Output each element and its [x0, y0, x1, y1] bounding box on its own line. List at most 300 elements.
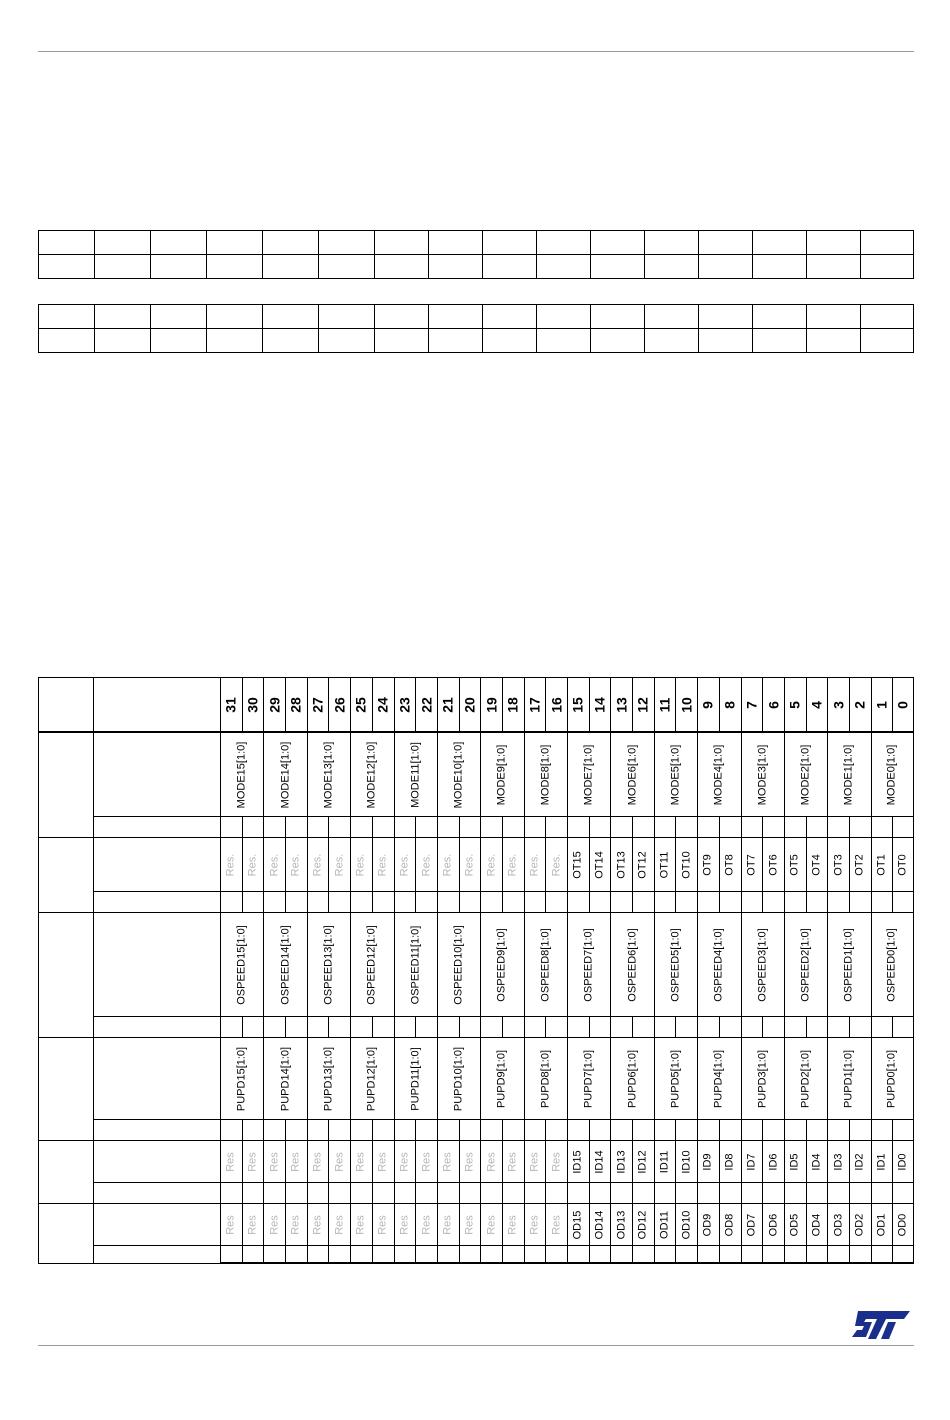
- field-label: ID10: [680, 1149, 693, 1174]
- register-field-cell: [567, 837, 589, 891]
- reset-value-cell: [350, 1119, 372, 1140]
- reserved-field-label: Res.: [268, 853, 281, 876]
- register-field-cell: [871, 1037, 914, 1119]
- reset-value-cell: [806, 891, 828, 912]
- register-field-cell: [827, 731, 870, 816]
- reset-value-cell: [242, 1245, 264, 1263]
- reset-value-cell: [849, 816, 871, 837]
- reset-value-cell: [220, 1182, 242, 1203]
- register-field-cell: [437, 731, 480, 816]
- reserved-field-label: Res: [289, 1151, 302, 1172]
- register-field-cell: [697, 912, 740, 1016]
- register-field-cell: [307, 731, 350, 816]
- reserved-field-label: Res.: [485, 853, 498, 876]
- reset-value-cell: [480, 1016, 502, 1037]
- field-label: ID5: [788, 1152, 801, 1171]
- register-field-cell: [394, 731, 437, 816]
- register-field-cell: [610, 1140, 632, 1182]
- reserved-field-label: Res.: [528, 853, 541, 876]
- register-field-cell: [285, 837, 307, 891]
- bit-number-cell: [892, 677, 914, 731]
- reset-value-cell: [827, 891, 849, 912]
- reset-value-cell: [784, 891, 806, 912]
- reset-value-cell: [372, 1119, 394, 1140]
- field-label: MODE5[1:0]: [669, 744, 682, 805]
- bit-number-cell: [719, 677, 741, 731]
- reset-value-cell: [437, 891, 459, 912]
- reset-value-cell: [762, 1119, 784, 1140]
- reset-value-cell: [394, 891, 416, 912]
- reset-value-cell: [307, 1182, 329, 1203]
- reset-value-cell: [415, 1119, 437, 1140]
- field-label: ID14: [593, 1149, 606, 1174]
- bit-number: 16: [548, 696, 565, 713]
- register-field-cell: [567, 912, 610, 1016]
- field-label: OSPEED0[1:0]: [885, 927, 898, 1002]
- st-logo-icon: [852, 1309, 910, 1339]
- reset-value-cell: [610, 1016, 632, 1037]
- register-field-cell: [502, 1140, 524, 1182]
- field-label: ID1: [875, 1152, 888, 1171]
- bit-number: 9: [699, 700, 716, 709]
- bit-number: 2: [851, 700, 868, 709]
- field-label: OSPEED10[1:0]: [452, 924, 465, 1005]
- register-offset-cell: [38, 837, 93, 912]
- reset-value-cell: [372, 891, 394, 912]
- register-map-table: [38, 677, 914, 1259]
- reset-value-cell: [350, 891, 372, 912]
- table-bottom-border: [38, 1263, 914, 1264]
- reset-value-cell: [762, 1182, 784, 1203]
- register-field-cell: [719, 1203, 741, 1245]
- field-label: PUPD12[1:0]: [365, 1046, 378, 1111]
- bit-number-cell: [480, 677, 502, 731]
- reset-value-cell: [394, 816, 416, 837]
- bit-number-cell: [459, 677, 481, 731]
- reset-value-cell: [220, 1245, 242, 1263]
- register-field-cell: [567, 1037, 610, 1119]
- reset-value-cell: [675, 1119, 697, 1140]
- bit-number-cell: [762, 677, 784, 731]
- register-field-cell: [892, 1140, 914, 1182]
- field-label: OD4: [810, 1213, 823, 1236]
- field-label: PUPD14[1:0]: [279, 1046, 292, 1111]
- register-field-cell: [524, 837, 546, 891]
- bit-number: 19: [483, 696, 500, 713]
- reset-value-cell: [654, 1182, 676, 1203]
- field-label: PUPD10[1:0]: [452, 1046, 465, 1111]
- reset-value-cell: [610, 1119, 632, 1140]
- register-field-cell: [437, 1140, 459, 1182]
- field-label: OSPEED13[1:0]: [322, 924, 335, 1005]
- field-label: OD11: [658, 1210, 671, 1239]
- reset-value-cell: [372, 1182, 394, 1203]
- reset-value-cell: [242, 891, 264, 912]
- bit-number: 22: [418, 696, 435, 713]
- reset-value-cell: [892, 816, 914, 837]
- field-label: OT8: [723, 853, 736, 876]
- bit-number-cell: [589, 677, 611, 731]
- reserved-field-label: Res: [376, 1151, 389, 1172]
- reset-value-cell: [263, 891, 285, 912]
- register-name-cell: [93, 1037, 220, 1119]
- reserved-field-label: Res.: [463, 853, 476, 876]
- register-field-cell: [827, 912, 870, 1016]
- reset-value-cell: [545, 891, 567, 912]
- reset-value-cell: [654, 816, 676, 837]
- register-field-cell: [871, 731, 914, 816]
- reset-value-cell: [437, 1016, 459, 1037]
- register-field-cell: [567, 731, 610, 816]
- bit-number-cell: [524, 677, 546, 731]
- register-field-cell: [892, 1203, 914, 1245]
- bit-number-cell: [806, 677, 828, 731]
- reset-value-cell: [567, 891, 589, 912]
- register-offset-cell: [38, 1203, 93, 1263]
- reserved-field-label: Res.: [550, 853, 563, 876]
- reset-value-cell: [567, 1182, 589, 1203]
- reset-value-cell: [589, 1245, 611, 1263]
- register-field-cell: [871, 837, 893, 891]
- register-field-cell: [610, 837, 632, 891]
- field-label: OSPEED6[1:0]: [626, 927, 639, 1002]
- register-field-cell: [849, 1203, 871, 1245]
- field-label: OD12: [636, 1210, 649, 1239]
- register-name-cell: [93, 912, 220, 1016]
- register-field-cell: [480, 1203, 502, 1245]
- reset-value-cell: [285, 1119, 307, 1140]
- field-label: OD3: [832, 1213, 845, 1236]
- bit-table-upper: [38, 230, 914, 279]
- field-label: ID11: [658, 1150, 671, 1173]
- bit-table-lower: [38, 304, 914, 353]
- field-label: OSPEED15[1:0]: [235, 924, 248, 1005]
- reset-value-cell: [697, 1016, 719, 1037]
- table-row: [39, 329, 914, 353]
- register-field-cell: [437, 1037, 480, 1119]
- reserved-field-label: Res.: [246, 853, 259, 876]
- reserved-field-label: Res: [485, 1214, 498, 1235]
- register-field-cell: [263, 912, 306, 1016]
- register-field-cell: [871, 1140, 893, 1182]
- reset-value-cell: [675, 1245, 697, 1263]
- register-field-cell: [654, 837, 676, 891]
- register-field-cell: [307, 1140, 329, 1182]
- reset-value-cell: [524, 1182, 546, 1203]
- reserved-field-label: Res: [506, 1214, 519, 1235]
- bit-number-cell: [567, 677, 589, 731]
- register-field-cell: [719, 837, 741, 891]
- reset-value-cell: [849, 1119, 871, 1140]
- register-field-cell: [697, 837, 719, 891]
- bit-number-cell: [437, 677, 459, 731]
- field-label: OT1: [875, 853, 888, 876]
- register-field-cell: [632, 1203, 654, 1245]
- reset-value-cell: [350, 816, 372, 837]
- bit-number-cell: [394, 677, 416, 731]
- register-field-cell: [372, 1203, 394, 1245]
- register-field-cell: [307, 837, 329, 891]
- reset-value-cell: [459, 1182, 481, 1203]
- reset-value-cell: [415, 816, 437, 837]
- register-field-cell: [806, 1140, 828, 1182]
- field-label: OD8: [723, 1213, 736, 1236]
- field-label: OT2: [853, 853, 866, 876]
- register-field-cell: [762, 1203, 784, 1245]
- field-label: OT11: [658, 851, 671, 878]
- reset-value-cell: [719, 816, 741, 837]
- register-field-cell: [480, 1037, 523, 1119]
- register-field-cell: [524, 1140, 546, 1182]
- reserved-field-label: Res.: [289, 853, 302, 876]
- register-field-cell: [394, 1140, 416, 1182]
- reset-value-cell: [263, 816, 285, 837]
- reset-value-cell: [307, 1245, 329, 1263]
- field-label: PUPD11[1:0]: [409, 1046, 422, 1111]
- reset-value-cell: [849, 1016, 871, 1037]
- reset-value-cell: [437, 816, 459, 837]
- register-field-cell: [697, 1140, 719, 1182]
- field-label: ID12: [636, 1149, 649, 1174]
- field-label: OSPEED12[1:0]: [365, 924, 378, 1005]
- bit-number-cell: [307, 677, 329, 731]
- register-field-cell: [220, 1140, 242, 1182]
- register-field-cell: [610, 1037, 653, 1119]
- register-field-cell: [524, 912, 567, 1016]
- reset-value-cell: [220, 1016, 242, 1037]
- register-field-cell: [220, 837, 242, 891]
- table-row: [39, 231, 914, 255]
- register-field-cell: [350, 1037, 393, 1119]
- bit-number: 27: [309, 696, 326, 713]
- register-offset-cell: [38, 731, 93, 837]
- reset-value-cell: [762, 891, 784, 912]
- reserved-field-label: Res: [550, 1214, 563, 1235]
- field-label: ID2: [853, 1152, 866, 1171]
- register-field-cell: [220, 1203, 242, 1245]
- field-label: OSPEED7[1:0]: [582, 927, 595, 1002]
- reset-value-cell: [675, 816, 697, 837]
- bit-number-cell: [242, 677, 264, 731]
- reset-value-cell: [220, 816, 242, 837]
- register-field-cell: [459, 1203, 481, 1245]
- reset-label-cell: [93, 1245, 220, 1263]
- reset-value-cell: [437, 1245, 459, 1263]
- reset-value-cell: [762, 1245, 784, 1263]
- reset-value-cell: [892, 1245, 914, 1263]
- reserved-field-label: Res: [246, 1214, 259, 1235]
- bit-number: 1: [873, 700, 890, 709]
- register-field-cell: [784, 1203, 806, 1245]
- reset-value-cell: [610, 1182, 632, 1203]
- reset-value-cell: [827, 1119, 849, 1140]
- field-label: ID4: [810, 1152, 823, 1171]
- register-field-cell: [350, 837, 372, 891]
- reset-value-cell: [675, 1182, 697, 1203]
- reserved-field-label: Res.: [333, 853, 346, 876]
- reset-value-cell: [654, 1119, 676, 1140]
- bit-number: 11: [656, 697, 673, 712]
- bit-number: 17: [526, 696, 543, 713]
- reserved-field-label: Res: [485, 1151, 498, 1172]
- reset-value-cell: [328, 1016, 350, 1037]
- reset-value-cell: [849, 1245, 871, 1263]
- reset-value-cell: [675, 891, 697, 912]
- register-field-cell: [741, 912, 784, 1016]
- reset-value-cell: [220, 891, 242, 912]
- bit-number: 5: [786, 700, 803, 709]
- register-field-cell: [762, 837, 784, 891]
- field-label: OD9: [701, 1213, 714, 1236]
- register-field-cell: [784, 837, 806, 891]
- reset-label-cell: [93, 1119, 220, 1140]
- reset-value-cell: [328, 1182, 350, 1203]
- register-field-cell: [654, 1203, 676, 1245]
- register-field-cell: [654, 1037, 697, 1119]
- register-field-cell: [545, 1140, 567, 1182]
- register-field-cell: [328, 1140, 350, 1182]
- reset-value-cell: [242, 1016, 264, 1037]
- field-label: OT9: [701, 853, 714, 876]
- register-field-cell: [784, 731, 827, 816]
- reserved-field-label: Res.: [398, 853, 411, 876]
- register-field-cell: [502, 837, 524, 891]
- reset-value-cell: [394, 1245, 416, 1263]
- reserved-field-label: Res: [268, 1214, 281, 1235]
- reset-value-cell: [545, 1245, 567, 1263]
- reset-value-cell: [437, 1119, 459, 1140]
- register-field-cell: [784, 912, 827, 1016]
- reset-value-cell: [524, 816, 546, 837]
- bit-number-cell: [545, 677, 567, 731]
- register-offset-cell: [38, 912, 93, 1037]
- reset-value-cell: [480, 891, 502, 912]
- reset-value-cell: [220, 1119, 242, 1140]
- register-field-cell: [350, 731, 393, 816]
- reset-value-cell: [610, 816, 632, 837]
- reset-value-cell: [610, 1245, 632, 1263]
- reset-value-cell: [762, 1016, 784, 1037]
- reset-value-cell: [632, 816, 654, 837]
- table-row: [39, 255, 914, 279]
- reset-value-cell: [697, 1182, 719, 1203]
- field-label: PUPD4[1:0]: [712, 1049, 725, 1108]
- reserved-field-label: Res: [420, 1151, 433, 1172]
- reset-value-cell: [502, 1182, 524, 1203]
- register-name-cell: [93, 1140, 220, 1182]
- reset-value-cell: [784, 1182, 806, 1203]
- reserved-field-label: Res: [441, 1151, 454, 1172]
- reset-value-cell: [827, 1016, 849, 1037]
- reset-value-cell: [415, 1016, 437, 1037]
- bit-number: 31: [222, 696, 239, 713]
- field-label: OD10: [680, 1210, 693, 1239]
- reset-value-cell: [567, 1119, 589, 1140]
- register-field-cell: [220, 912, 263, 1016]
- register-name-cell: [93, 1203, 220, 1245]
- reset-value-cell: [654, 891, 676, 912]
- field-label: OT7: [745, 853, 758, 876]
- reset-value-cell: [480, 1119, 502, 1140]
- register-field-cell: [589, 837, 611, 891]
- field-label: OD14: [593, 1210, 606, 1239]
- bit-number-cell: [632, 677, 654, 731]
- reset-value-cell: [741, 1119, 763, 1140]
- register-field-cell: [285, 1203, 307, 1245]
- reserved-field-label: Res: [246, 1151, 259, 1172]
- reset-value-cell: [242, 1119, 264, 1140]
- reset-value-cell: [328, 1119, 350, 1140]
- reserved-field-label: Res.: [354, 853, 367, 876]
- reset-value-cell: [437, 1182, 459, 1203]
- register-field-cell: [415, 1203, 437, 1245]
- field-label: ID6: [767, 1152, 780, 1171]
- reset-value-cell: [394, 1016, 416, 1037]
- field-label: OSPEED8[1:0]: [539, 927, 552, 1002]
- field-label: PUPD3[1:0]: [756, 1049, 769, 1108]
- reset-value-cell: [242, 816, 264, 837]
- bit-number-cell: [372, 677, 394, 731]
- reset-value-cell: [350, 1016, 372, 1037]
- reset-value-cell: [871, 1016, 893, 1037]
- offset-header-cell: [38, 677, 93, 731]
- bit-number: 20: [461, 696, 478, 713]
- register-field-cell: [697, 1203, 719, 1245]
- register-field-cell: [480, 837, 502, 891]
- reset-value-cell: [263, 1182, 285, 1203]
- reserved-field-label: Res: [528, 1151, 541, 1172]
- register-field-cell: [589, 1140, 611, 1182]
- field-label: MODE7[1:0]: [582, 744, 595, 805]
- bit-number-cell: [741, 677, 763, 731]
- register-field-cell: [372, 837, 394, 891]
- register-name-cell: [93, 731, 220, 816]
- field-label: ID9: [701, 1152, 714, 1171]
- reset-label-cell: [93, 891, 220, 912]
- register-field-cell: [697, 1037, 740, 1119]
- reset-value-cell: [871, 1182, 893, 1203]
- field-label: OSPEED5[1:0]: [669, 927, 682, 1002]
- reserved-field-label: Res: [463, 1214, 476, 1235]
- field-label: ID8: [723, 1152, 736, 1171]
- field-label: MODE13[1:0]: [322, 741, 335, 808]
- field-label: OD5: [788, 1213, 801, 1236]
- field-label: OSPEED11[1:0]: [409, 925, 422, 1004]
- reserved-field-label: Res.: [376, 853, 389, 876]
- field-label: MODE14[1:0]: [279, 741, 292, 808]
- register-field-cell: [459, 837, 481, 891]
- reset-value-cell: [589, 1119, 611, 1140]
- reset-value-cell: [806, 1119, 828, 1140]
- field-label: OD6: [767, 1213, 780, 1236]
- register-field-cell: [394, 1037, 437, 1119]
- reserved-field-label: Res: [354, 1214, 367, 1235]
- register-field-cell: [242, 1140, 264, 1182]
- reset-value-cell: [827, 1182, 849, 1203]
- bit-number: 15: [569, 696, 586, 713]
- reset-value-cell: [675, 1016, 697, 1037]
- field-label: MODE15[1:0]: [235, 741, 248, 808]
- reset-value-cell: [892, 1182, 914, 1203]
- reset-value-cell: [372, 1016, 394, 1037]
- reset-value-cell: [328, 816, 350, 837]
- reset-value-cell: [827, 816, 849, 837]
- register-field-cell: [762, 1140, 784, 1182]
- reset-value-cell: [719, 1245, 741, 1263]
- register-name-cell: [93, 837, 220, 891]
- bit-number-cell: [849, 677, 871, 731]
- reset-value-cell: [632, 1182, 654, 1203]
